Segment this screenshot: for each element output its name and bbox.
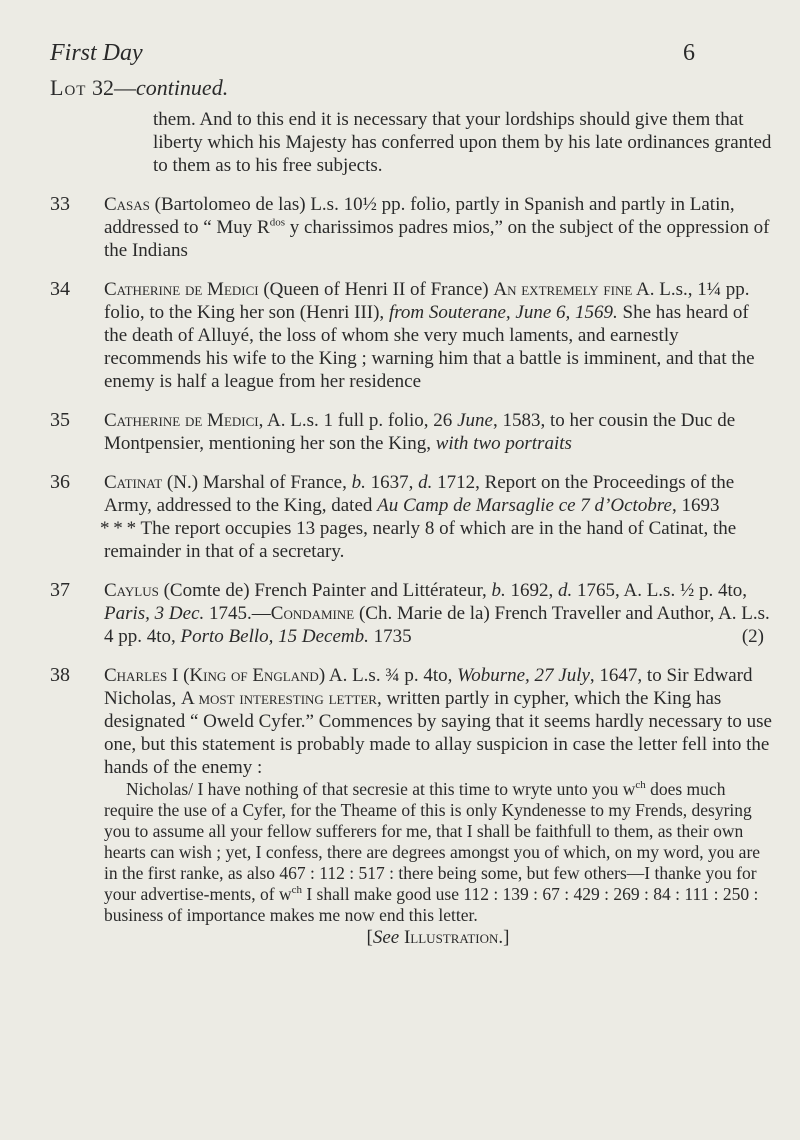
lot-entry: 34 Catherine de Medici (Queen of Henri II of France) An extremely fine A. L.s., 1¼ pp. folio, to the King her son (Henri III), from Souterane, June 6, 1569. She has heard of the death of Alluyé, the loss of whom she very much laments, and earnestly recommends his wife to the King ; warning him that a battle is imminent, and that the enemy is half a league from her residence	[50, 278, 755, 392]
continuation-text: them. And to this end it is necessary that your lordships should give them that liberty which his Majesty has conferred upon them by his late ordinances granted to them as to his free subjects.	[153, 109, 772, 176]
lot-number: 36	[50, 471, 70, 493]
lot-lead: Catherine de Medici	[104, 279, 259, 300]
lot-number: 32—	[91, 75, 136, 100]
lot-entry: 33 Casas (Bartolomeo de las) L.s. 10½ pp. folio, partly in Spanish and partly in Latin, addressed to “ Muy $R^{dos}$ y charissimos padres mios,” on the subject of the oppression of the Indians	[50, 193, 770, 261]
page-number: 6	[683, 40, 695, 66]
lot-lead-secondary: Condamine	[270, 603, 355, 624]
letter-quotation: Nicholas/ I have nothing of that secresie at this time to wryte unto you $w^{ch}$ does much require the use of a Cyfer, for the Theame of this is only Kyndenesse to my Frends, desyring you to assume all your fellow sufferers for me, that I shall be faithfull to them, as their own hearts can wish ; yet, I confess, there are degrees amongst you of which, on my word, you are in the first ranke, as also 467 : 112 : 517 : there being some, but few others—I thanke you for your advertise-ments, of $w^{ch}$ I shall make good use 112 : 139 : 67 : 429 : 269 : 84 : 111 : 250 : business of importance makes me now end this letter.	[104, 779, 761, 925]
lot-lead: Casas	[104, 194, 150, 215]
lot-number: 33	[50, 193, 70, 215]
lot-number: 35	[50, 409, 70, 431]
lot-continued-heading	[50, 75, 228, 101]
lot-number: 34	[50, 278, 70, 300]
lot-entry: 36 Catinat (N.) Marshal of France, b. 1637, d. 1712, Report on the Proceedings of the Army, addressed to the King, dated Au Camp de Marsaglie ce 7 d’Octobre, 1693 * * * The report occupies 13 pages, nearly 8 of which are in the hand of Catinat, the remainder in that of a secretary.	[50, 471, 737, 562]
lot-list	[50, 108, 772, 949]
lot-number: 38	[50, 664, 70, 686]
lot-lead: Catinat	[104, 472, 163, 493]
lot-entry: 37 Caylus (Comte de) French Painter and Littérateur, b. 1692, d. 1765, A. L.s. ½ p. 4to, Paris, 3 Dec. 1745.—Condamine (Ch. Marie de la) French Traveller and Author, A. L.s. 4 pp. 4to, Porto Bello, 15 Decemb. 1735 (2)	[50, 579, 770, 647]
continued-word: continued.	[135, 75, 229, 100]
lot-lead: Charles I	[104, 665, 179, 686]
note-asterisks: * * *	[100, 518, 137, 539]
lot-entry: 35 Catherine de Medici, A. L.s. 1 full p. folio, 26 June, 1583, to her cousin the Duc de Montpensier, mentioning her son the King, with two portraits	[50, 409, 736, 454]
see-illustration: [See Illustration.]	[366, 927, 510, 948]
lot-lead: Catherine de Medici,	[104, 410, 264, 431]
section-title: First Day	[50, 40, 143, 66]
item-count: (2)	[741, 626, 764, 647]
lot-lead: Caylus	[104, 580, 159, 601]
running-head	[50, 40, 695, 67]
lot-entry: 38 Charles I (King of England) A. L.s. ¾ p. 4to, Woburne, 27 July, 1647, to Sir Edward Nicholas, A most interesting letter, written partly in cypher, which the King has designated “ Oweld Cyfer.” Commences by saying that it seems hardly necessary to use one, but this statement is probably made to allay suspicion in case the letter fell into the hands of the enemy : Nicholas/ I have nothing of that secresie at this time to wryte unto you $w^{ch}$ does much require the use of a Cyfer, for the Theame of this is only Kyndenesse to my Frends, desyring you to assume all your fellow sufferers for me, that I shall be faithfull to them, as their own hearts can wish ; yet, I confess, there are degrees amongst you of which, on my word, you are in the first ranke, as also 467 : 112 : 517 : there being some, but few others—I thanke you for your advertise-ments, of $w^{ch}$ I shall make good use 112 : 139 : 67 : 429 : 269 : 84 : 111 : 250 : business of importance makes me now end this letter. [See Illustration.]	[50, 664, 772, 948]
lot-note: The report occupies 13 pages, nearly 8 of which are in the hand of Catinat, the remainder in that of a secretary.	[104, 518, 737, 562]
lot-number: 37	[50, 579, 70, 601]
lot-word: Lot	[50, 75, 87, 100]
